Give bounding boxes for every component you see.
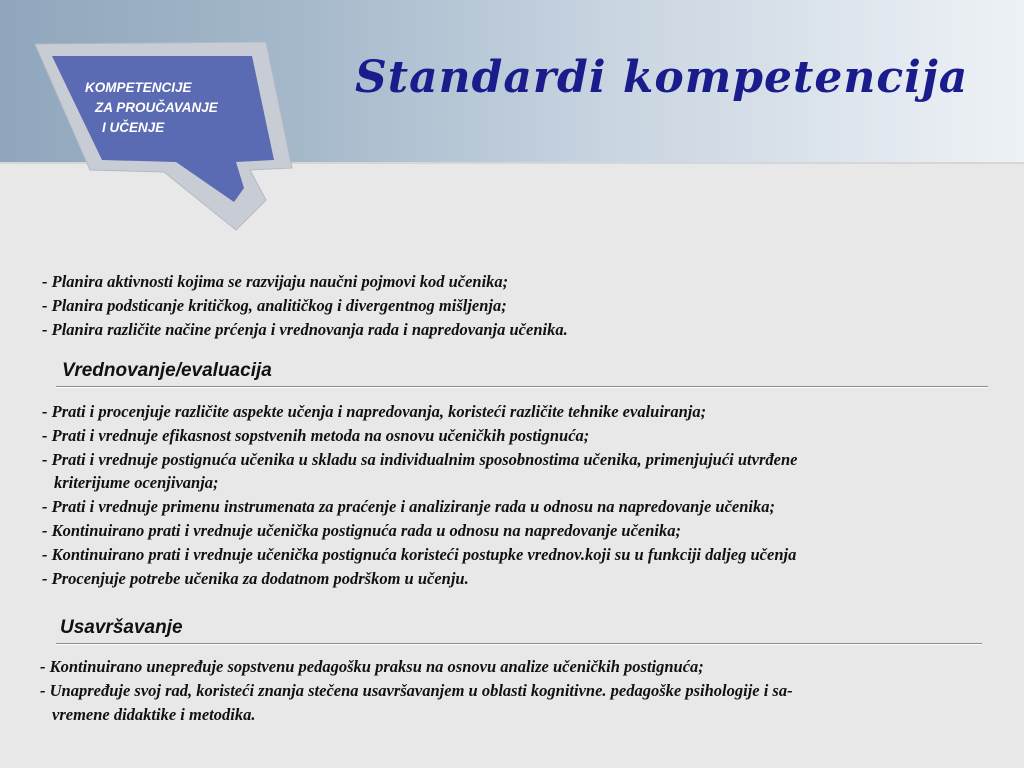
list-item: - Kontinuirano prati i vrednuje učenička postignuća rada u odnosu na napredovanje učenika; xyxy=(42,520,682,540)
badge-line: KOMPETENCIJE xyxy=(85,80,192,95)
vrednovanje-list xyxy=(42,400,797,590)
list-item: - Planira podsticanje kritičkog, analitičkog i divergentnog mišljenja; xyxy=(42,295,507,315)
list-item: - Unapređuje svoj rad, koristeći znanja stečena usavršavanjem u oblasti kognitivne. pedagoške psihologije i sa- xyxy=(40,680,793,700)
list-item: - Prati i procenjuje različite aspekte učenja i napredovanja, koristeći različite tehnike evaluiranja; xyxy=(42,402,707,421)
section-heading-vrednovanje: Vrednovanje/evaluacija xyxy=(62,360,272,381)
list-item: - Prati i vrednuje efikasnost sopstvenih metoda na osnovu učeničkih postignuća; xyxy=(42,425,590,445)
list-item: - Prati i vrednuje primenu instrumenata za praćenje i analiziranje rada u odnosu na napredovanje učenika; xyxy=(42,497,775,517)
page-title: Standardi kompetencija xyxy=(355,52,969,103)
badge-line: I UČENJE xyxy=(102,120,165,135)
list-item: - Planira različite načine prćenja i vrednovanja rada i napredovanja učenika. xyxy=(42,319,568,339)
list-item: - Procenjuje potrebe učenika za dodatnom podrškom u učenju. xyxy=(42,568,469,588)
badge-arrow-icon xyxy=(30,38,300,238)
badge-label xyxy=(85,78,218,138)
list-item: kriterijume ocenjivanja; xyxy=(54,473,219,493)
section-divider xyxy=(56,643,982,645)
list-item: - Kontinuirano unepređuje sopstvenu pedagošku praksu na osnovu analize učeničkih postignuća; xyxy=(40,657,704,676)
section-heading-usavrsavanje: Usavršavanje xyxy=(60,617,183,638)
intro-list xyxy=(42,270,568,341)
list-item: - Planira aktivnosti kojima se razvijaju naučni pojmovi kod učenika; xyxy=(42,272,509,291)
section-divider xyxy=(56,386,988,388)
list-item: - Kontinuirano prati i vrednuje učenička postignuća koristeći postupke vrednov.koji su u funkciji daljeg učenja xyxy=(42,544,797,564)
badge-line: ZA PROUČAVANJE xyxy=(95,100,218,115)
list-item: - Prati i vrednuje postignuća učenika u skladu sa individualnim sposobnostima učenika, primenjujući utvrđene xyxy=(42,449,798,469)
list-item: vremene didaktike i metodika. xyxy=(52,704,256,724)
usavrsavanje-list xyxy=(40,655,793,726)
